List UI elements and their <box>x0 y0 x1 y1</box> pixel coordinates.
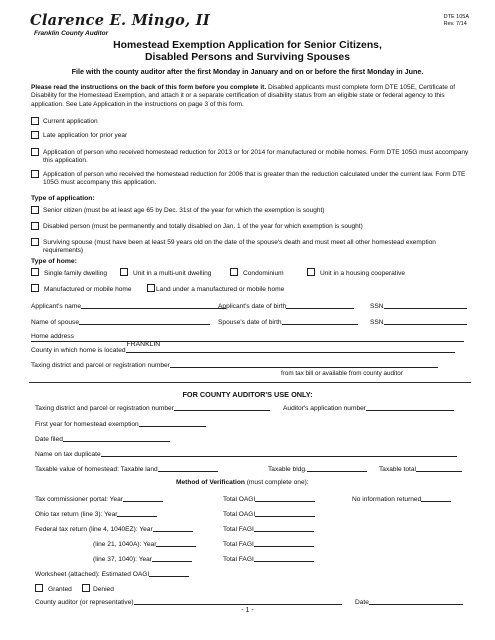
checkbox[interactable] <box>82 584 90 592</box>
field-label: Date <box>355 599 369 606</box>
line37-year-line[interactable] <box>152 555 192 562</box>
field-label: Name on tax duplicate <box>35 451 101 458</box>
fagi-3-line[interactable] <box>254 555 314 562</box>
county-field[interactable] <box>31 341 455 355</box>
no-info-line[interactable] <box>421 495 451 502</box>
method-rest: (must complete one): <box>244 479 309 486</box>
option-label: Senior citizen (must be at least age 65 by Dec. 31st of the year for which the exemption is sought) <box>43 207 325 214</box>
field-label: Date filed <box>35 436 63 443</box>
auditor-section-heading: FOR COUNTY AUDITOR'S USE ONLY: <box>182 390 313 399</box>
checkbox[interactable] <box>31 222 39 230</box>
field-label: Taxing district and parcel or registration number <box>31 362 170 369</box>
checkbox[interactable] <box>31 238 39 246</box>
option-label: Land under a manufactured or mobile home <box>156 286 285 293</box>
title-line-1: Homestead Exemption Application for Senior Citizens, <box>113 40 382 51</box>
field-label: SSN <box>370 319 384 326</box>
field-label: Taxable bldg. <box>268 466 307 473</box>
line21-year-line[interactable] <box>156 540 196 547</box>
home-housing-cooperative[interactable] <box>307 268 405 278</box>
page-title <box>0 40 495 65</box>
oagi-2-line[interactable] <box>255 510 315 517</box>
home-multi-unit[interactable] <box>120 268 211 278</box>
field-label: Ohio tax return (line 3): Year <box>35 511 118 518</box>
option-label: Denied <box>93 586 114 593</box>
portal-year-line[interactable] <box>123 495 163 502</box>
checkbox[interactable] <box>31 170 39 178</box>
auditor-date[interactable] <box>355 598 463 607</box>
checkbox[interactable] <box>230 268 238 276</box>
home-address-field[interactable] <box>31 333 74 341</box>
spouse-name-line[interactable] <box>79 318 210 325</box>
instructions-rest: Disabled applicants must complete form DTE 105E, Certificate of Disability for the Homestead Exemption, and attach it or a separate certification of disability status from an eligible state or federal agency to this application. See Late Application in the instructions on page 3 of this form. <box>31 84 456 108</box>
taxable-total-line[interactable] <box>416 465 462 472</box>
applicant-name-field[interactable] <box>31 302 226 311</box>
applicant-dob-line[interactable] <box>286 302 354 309</box>
field-label: Total FAGI <box>223 541 254 548</box>
worksheet-line[interactable] <box>149 570 189 577</box>
field-label: Home address <box>31 333 74 340</box>
auditor-taxable-total[interactable] <box>379 465 462 474</box>
checkbox[interactable] <box>31 206 39 214</box>
taxable-land-line[interactable] <box>158 465 218 472</box>
1040ez-year-line[interactable] <box>153 525 193 532</box>
checkbox[interactable] <box>120 268 128 276</box>
field-label: Tax commissioner portal: Year <box>35 496 123 503</box>
taxing-note: from tax bill or available from county auditor <box>281 370 403 377</box>
checkbox[interactable] <box>31 148 39 156</box>
field-label: Taxing district and parcel or registration number <box>35 405 174 412</box>
fagi-2-line[interactable] <box>254 540 314 547</box>
field-label: First year for homestead exemption <box>35 421 139 428</box>
denied-option[interactable] <box>82 584 114 594</box>
total-fagi-2[interactable] <box>223 540 314 549</box>
form-number: DTE 105A <box>443 14 469 20</box>
spouse-ssn-line[interactable] <box>384 318 467 325</box>
taxing-district-field[interactable] <box>31 361 438 370</box>
auditor-name-duplicate[interactable] <box>35 450 457 459</box>
spouse-ssn-field[interactable] <box>370 318 467 327</box>
option-label: Current application <box>43 118 98 125</box>
field-label: Taxable total <box>379 466 417 473</box>
field-label: Worksheet (attached): Estimated OAGI <box>35 571 150 578</box>
auditor-taxable-land[interactable] <box>35 465 218 474</box>
field-label: Total FAGI <box>223 526 254 533</box>
worksheet-oagi[interactable] <box>35 570 189 579</box>
field-label: SSN <box>370 303 384 310</box>
logo-name: Clarence E. Mingo, II <box>30 12 210 29</box>
taxing-district-line[interactable] <box>170 361 438 368</box>
field-label: No information returned <box>352 496 422 503</box>
oagi-1-line[interactable] <box>255 495 315 502</box>
form-revision: Rev. 7/14 <box>443 21 467 28</box>
spouse-dob-field[interactable] <box>218 318 358 327</box>
option-label: Disabled person (must be permanently and totally disabled on Jan. 1 of the year for which exemption is sought) <box>43 223 363 230</box>
field-label: Spouse's date of birth <box>218 319 282 326</box>
option-label: Manufactured or mobile home <box>44 286 132 293</box>
field-label: Applicant's date of birth <box>218 303 287 310</box>
line37-year[interactable] <box>93 555 192 564</box>
auditor-first-year[interactable] <box>35 420 206 429</box>
option-label: Late application for prior year <box>43 132 128 139</box>
option-label: Granted <box>48 586 72 593</box>
option-label: Application of person who received the homestead reduction for 2006 that is greater than the reduction calculated under the current law. Form DTE 105G must accompany this application. <box>43 171 466 187</box>
total-fagi-1[interactable] <box>223 525 314 534</box>
checkbox[interactable] <box>31 284 39 292</box>
field-label: County in which home is located <box>31 347 126 354</box>
checkbox[interactable] <box>31 117 39 125</box>
field-label: Total OAGI <box>223 511 256 518</box>
auditor-app-number[interactable] <box>283 404 454 413</box>
instructions-paragraph <box>31 84 471 109</box>
home-condominium[interactable] <box>230 268 284 278</box>
granted-option[interactable] <box>35 584 72 594</box>
field-label: Auditor's application number <box>283 405 366 412</box>
total-oagi-2[interactable] <box>223 510 315 519</box>
federal-1040ez-year[interactable] <box>35 525 193 534</box>
field-label: Applicant's name <box>31 303 82 310</box>
ohio-return-year[interactable] <box>35 510 157 519</box>
checkbox[interactable] <box>147 284 155 292</box>
date-filed-line[interactable] <box>63 435 170 442</box>
auditor-taxing-district[interactable] <box>35 404 270 413</box>
option-label: Single family dwelling <box>44 270 108 277</box>
first-year-line[interactable] <box>139 420 206 427</box>
applicant-dob-field[interactable] <box>218 302 354 311</box>
type-of-home-heading: Type of home: <box>31 258 77 265</box>
applicant-name-line[interactable] <box>81 302 226 309</box>
checkbox[interactable] <box>307 268 315 276</box>
applicant-ssn-field[interactable] <box>370 302 467 311</box>
fagi-1-line[interactable] <box>254 525 314 532</box>
type-of-application-heading: Type of application: <box>31 195 95 202</box>
field-label: Total FAGI <box>223 556 254 563</box>
county-line[interactable] <box>126 341 455 353</box>
option-label: Unit in a housing cooperative <box>320 270 406 277</box>
option-label: Unit in a multi-unit dwelling <box>133 270 212 277</box>
auditor-app-number-line[interactable] <box>366 404 454 411</box>
name-dup-line[interactable] <box>101 450 457 457</box>
auditor-taxable-bldg[interactable] <box>268 465 367 474</box>
home-single-family[interactable] <box>31 268 107 278</box>
taxable-bldg-line[interactable] <box>307 465 367 472</box>
signature-line[interactable] <box>134 598 342 605</box>
field-label: Total OAGI <box>223 496 256 503</box>
county-value: FRANKLIN <box>126 341 161 348</box>
logo-subtitle: Franklin County Auditor <box>34 29 109 37</box>
method-of-verification <box>176 479 309 487</box>
form-number-block <box>444 14 469 28</box>
auditor-date-line[interactable] <box>369 598 463 605</box>
filing-deadline: File with the county auditor after the first Monday in January and on or before the first Monday in June. <box>71 67 424 76</box>
option-label: Condominium <box>243 270 284 277</box>
ohio-year-line[interactable] <box>117 510 157 517</box>
field-label: Taxable value of homestead: Taxable land <box>35 466 158 473</box>
field-label: Federal tax return (line 4, 1040EZ): Year <box>35 526 153 533</box>
field-label: (line 21, 1040A): Year <box>93 541 157 548</box>
option-label: Surviving spouse (must have been at least 59 years old on the date of the spouse's death and must meet all other homestead exemption requirements) <box>43 239 436 255</box>
no-info-returned[interactable] <box>352 495 451 504</box>
home-manufactured[interactable] <box>31 284 132 294</box>
checkbox[interactable] <box>31 131 39 139</box>
title-line-2: Disabled Persons and Surviving Spouses <box>145 52 350 64</box>
method-bold: Method of Verification <box>176 479 245 486</box>
auditor-box-top-rule <box>29 382 471 383</box>
auditor-logo <box>30 12 210 38</box>
field-label: County auditor (or representative) <box>35 599 134 606</box>
commissioner-portal-year[interactable] <box>35 495 163 504</box>
home-address-line[interactable] <box>31 341 464 342</box>
spouse-name-field[interactable] <box>31 318 210 327</box>
applicant-ssn-line[interactable] <box>384 302 467 309</box>
field-label: Name of spouse <box>31 319 80 326</box>
option-label: Application of person who received homestead reduction for 2013 or for 2014 for manufactured or mobile homes. Form DTE 105G must accompany this application. <box>43 149 469 165</box>
instructions-bold: Please read the instructions on the back of this form before you complete it. <box>31 84 267 91</box>
auditor-signature[interactable] <box>35 598 342 607</box>
field-label: (line 37, 1040): Year <box>93 556 153 563</box>
home-land-under-manufactured[interactable] <box>147 284 284 294</box>
total-fagi-3[interactable] <box>223 555 314 564</box>
checkbox[interactable] <box>35 584 43 592</box>
line21-year[interactable] <box>93 540 196 549</box>
auditor-date-filed[interactable] <box>35 435 170 444</box>
page-number: - 1 - <box>241 607 254 614</box>
checkbox[interactable] <box>31 268 39 276</box>
spouse-dob-line[interactable] <box>282 318 358 325</box>
total-oagi-1[interactable] <box>223 495 315 504</box>
auditor-taxing-line[interactable] <box>174 404 270 411</box>
